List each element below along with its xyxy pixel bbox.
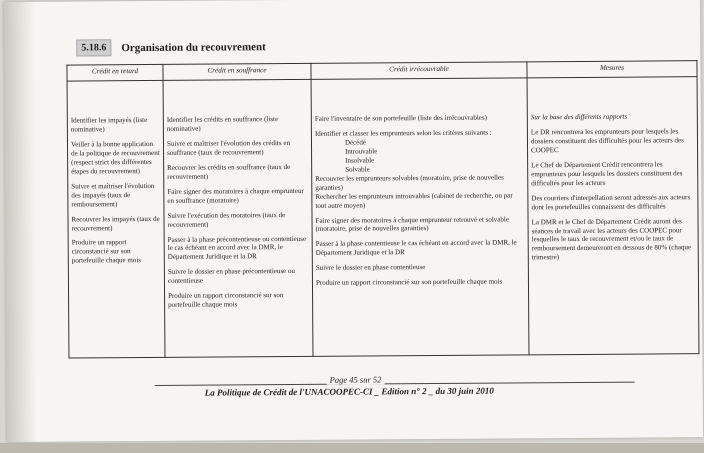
list-item: Identifier les impayés (liste nominative)	[70, 116, 148, 134]
list-item: Produire un rapport circonstancié sur son portefeuille chaque mois	[71, 238, 142, 265]
document-page	[4, 0, 703, 442]
section-number: 5.18.6	[76, 39, 111, 56]
cell-credit-en-souffrance	[163, 79, 313, 357]
list-item: Suivre l'exécution des moratoires (taux de recouvrement)	[167, 210, 286, 229]
list-item: Faire signer des moratoires à chaque emprunteur en souffrance (moratoire)	[167, 186, 304, 205]
list-item: Faire l'inventaire de son portefeuille (liste des irrécouvrables)	[314, 113, 487, 123]
page-number: Page 45 sur 52	[327, 374, 385, 384]
list-item: Suivre et maîtriser l'évolution des impayés (taux de remboursement)	[71, 181, 155, 209]
list-item: Passer à la phase précontentieuse ou contentieuse le cas échéant en accord avec la DMR, le Département Juridique et la DR	[167, 234, 307, 262]
section-heading	[76, 38, 266, 56]
list-item: Recouvrer les emprunteurs solvables (moratoire, prise de nouvelles garanties)	[315, 173, 504, 192]
recovery-table	[66, 60, 699, 358]
criterion-solvent: Solvable	[345, 165, 370, 174]
list-item: Recouvrer les impayés (taux de recouvrement)	[71, 214, 160, 233]
header-mesures: Mesures	[527, 61, 697, 78]
list-item: Recouvrer les crédits en souffrance (taux de recouvrement)	[167, 162, 291, 181]
list-item: Le Chef de Département Crédit rencontrera les emprunteurs pour lesquels les dossiers constituent des difficultés pour les acteurs	[531, 160, 683, 188]
list-item: Rechercher les emprunteurs introuvables (cabinet de recherche, ou par tout autre moyen)	[315, 191, 513, 210]
criterion-insolvent: Insolvable	[345, 156, 375, 165]
list-item: Le DR rencontrera les emprunteurs pour lesquels les dossiers constituent des difficultés pour les acteurs des COOPEC	[530, 127, 684, 155]
scan-bottom-edge	[0, 443, 704, 453]
footer-title: La Politique de Crédit de l'UNACOOPEC-CI _ Edition n° 2 _ du 30 juin 2010	[204, 385, 494, 398]
list-item: Suivre le dossier en phase contentieuse	[315, 263, 426, 273]
list-item: Faire signer des moratoires à chaque emprunteur retrouvé et solvable (moratoire, prise de nouvelles garanties)	[315, 215, 509, 234]
scan-shadow	[4, 2, 37, 442]
cell-credit-en-retard	[67, 80, 165, 358]
cell-mesures	[527, 77, 699, 355]
list-item: Des courriers d'interpellation seront adressés aux acteurs dont les portefeuilles connaissent des difficultés	[531, 192, 691, 211]
header-credit-irrecouvrable: Crédit irrécouvrable	[311, 62, 527, 80]
section-title: Organisation du recouvrement	[121, 40, 266, 54]
table-body-row	[67, 77, 699, 358]
list-item: Veiller à la bonne application de la politique de recouvrement (respect strict des différentes étapes du recouvrement)	[70, 139, 160, 176]
list-item: Suivre le dossier en phase précontentieuse ou contentieuse	[167, 267, 296, 286]
measures-intro: Sur la base des différents rapports	[530, 112, 628, 122]
list-item: Produire un rapport circonstancié sur son portefeuille chaque mois	[315, 277, 503, 288]
cell-credit-irrecouvrable	[311, 78, 529, 357]
list-item: Suivre et maîtriser l'évolution des crédits en souffrance (taux de recouvrement)	[166, 138, 290, 157]
list-item: Identifier les crédits en souffrance (liste nominative)	[166, 115, 279, 133]
criterion-missing: Introuvable	[345, 147, 378, 156]
list-item: La DMR et le Chef de Département Crédit auront des séances de travail avec les acteurs des COOPEC pour lesquelles le taux de recouvrement et/ou le taux de remboursement demeureront en dessous de 80% (chaque trimestre)	[531, 216, 692, 262]
list-item: Identifier et classer les emprunteurs selon les critères suivants :	[314, 128, 492, 138]
classification-block	[315, 128, 524, 174]
criterion-deceased: Décédé	[344, 138, 367, 147]
header-credit-en-retard: Crédit en retard	[67, 64, 163, 81]
header-credit-en-souffrance: Crédit en souffrance	[163, 63, 311, 80]
list-item: Produire un rapport circonstancié sur son portefeuille chaque mois	[168, 291, 284, 310]
list-item: Passer à la phase contentieuse le cas échéant en accord avec la DMR, le Département Juridique et la DR	[315, 238, 517, 258]
